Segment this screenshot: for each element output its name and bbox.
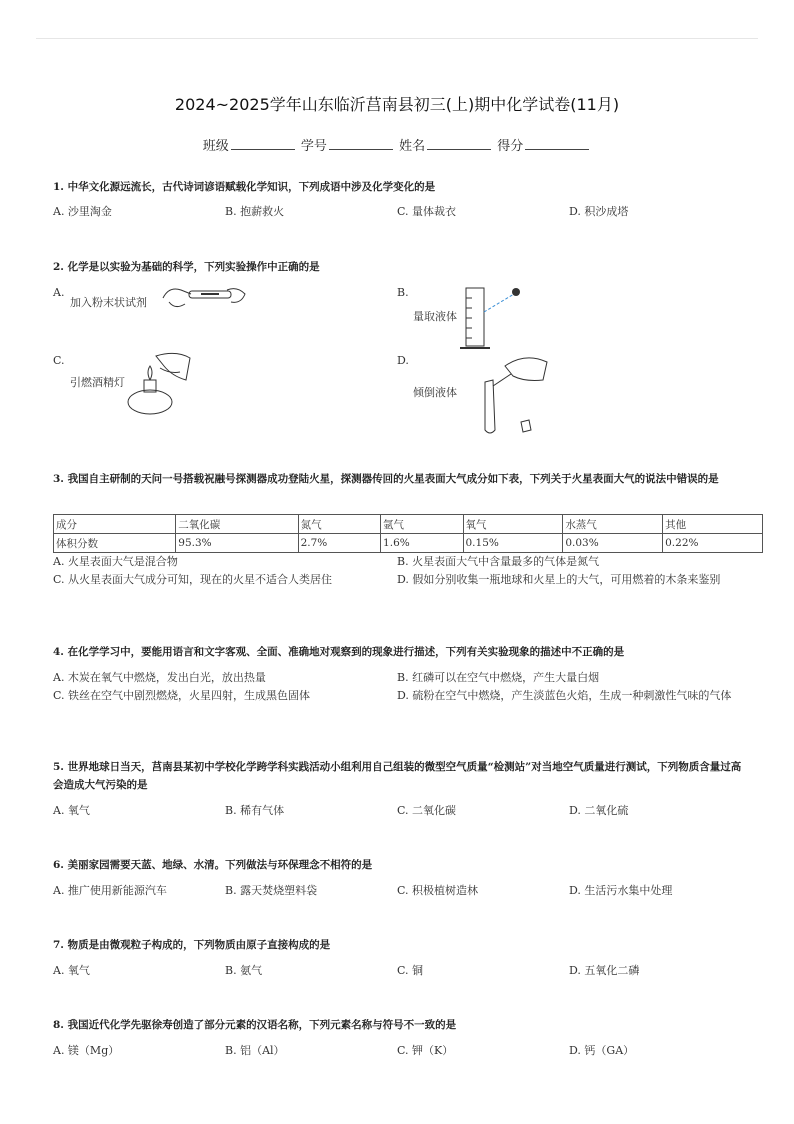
question-3-stem: 3. 我国自主研制的天问一号搭载祝融号探测器成功登陆火星，探测器传回的火星表面大气成分如下表，下列关于火星表面大气的说法中错误的是: [53, 473, 719, 485]
student-info-line: [0, 135, 794, 154]
q3-option-a[interactable]: A. 火星表面大气是混合物: [53, 555, 178, 568]
q1-option-b[interactable]: B. 抱薪救火: [225, 205, 285, 218]
question-7-stem: 7. 物质是由微观粒子构成的，下列物质由原子直接构成的是: [53, 939, 331, 951]
table-cell: 0.22%: [663, 534, 763, 553]
class-label: 班级: [202, 139, 229, 154]
table-cell: 氮气: [298, 515, 380, 534]
table-cell: 体积分数: [54, 534, 176, 553]
table-cell: 水蒸气: [563, 515, 663, 534]
q5-option-d[interactable]: D. 二氧化硫: [569, 804, 629, 817]
q4-option-b[interactable]: B. 红磷可以在空气中燃烧，产生大量白烟: [397, 671, 600, 684]
q2-option-c[interactable]: C.: [53, 354, 65, 367]
table-cell: 成分: [54, 515, 176, 534]
q8-option-d[interactable]: D. 钙（GA）: [569, 1044, 635, 1057]
name-label: 姓名: [399, 139, 426, 154]
table-cell: 二氧化碳: [176, 515, 298, 534]
mars-atmosphere-table: [53, 514, 763, 553]
q8-option-b[interactable]: B. 铝（Al）: [225, 1044, 285, 1057]
q6-option-d[interactable]: D. 生活污水集中处理: [569, 884, 673, 897]
question-4-stem: 4. 在化学学习中，要能用语言和文字客观、全面、准确地对观察到的现象进行描述，下列有关实验现象的描述中不正确的是: [53, 646, 625, 658]
table-cell: 0.15%: [463, 534, 563, 553]
q6-option-b[interactable]: B. 露天焚烧塑料袋: [225, 884, 318, 897]
q5-option-b[interactable]: B. 稀有气体: [225, 804, 285, 817]
q3-option-b[interactable]: B. 火星表面大气中含量最多的气体是氮气: [397, 555, 600, 568]
q4-option-d[interactable]: D. 硫粉在空气中燃烧，产生淡蓝色火焰，生成一种刺激性气味的气体: [397, 689, 732, 702]
q3-option-d[interactable]: D. 假如分别收集一瓶地球和火星上的大气，可用燃着的木条来鉴别: [397, 573, 721, 586]
graduated-cylinder-icon: [458, 282, 528, 354]
name-blank[interactable]: [427, 137, 491, 150]
table-header-row: [54, 515, 763, 534]
number-blank[interactable]: [329, 137, 393, 150]
table-cell: 1.6%: [381, 534, 463, 553]
table-cell: 其他: [663, 515, 763, 534]
q7-option-a[interactable]: A. 氧气: [53, 964, 90, 977]
score-blank[interactable]: [525, 137, 589, 150]
question-8-stem: 8. 我国近代化学先驱徐寿创造了部分元素的汉语名称，下列元素名称与符号不一致的是: [53, 1019, 457, 1031]
question-6-stem: 6. 美丽家园需要天蓝、地绿、水清。下列做法与环保理念不相符的是: [53, 859, 373, 871]
q4-option-c[interactable]: C. 铁丝在空气中剧烈燃烧，火星四射，生成黑色固体: [53, 689, 311, 702]
class-blank[interactable]: [231, 137, 295, 150]
table-cell: 氧气: [463, 515, 563, 534]
q6-option-a[interactable]: A. 推广使用新能源汽车: [53, 884, 167, 897]
alcohol-lamp-icon: [120, 350, 200, 420]
q2-option-b[interactable]: B.: [397, 286, 409, 299]
q8-option-a[interactable]: A. 镁（Mg）: [53, 1044, 120, 1057]
number-label: 学号: [300, 139, 327, 154]
page-title: 2024~2025学年山东临沂莒南县初三(上)期中化学试卷(11月): [174, 95, 620, 114]
q1-option-a[interactable]: A. 沙里淘金: [53, 205, 112, 218]
top-divider: [36, 38, 758, 39]
score-label: 得分: [497, 139, 524, 154]
pour-liquid-icon: [465, 352, 555, 436]
q2-figure-d-label: 倾倒液体: [413, 386, 457, 399]
q2-figure-b-label: 量取液体: [413, 310, 457, 323]
q5-option-c[interactable]: C. 二氧化碳: [397, 804, 457, 817]
question-2-stem: 2. 化学是以实验为基础的科学，下列实验操作中正确的是: [53, 261, 320, 273]
q2-option-a[interactable]: A.: [53, 286, 65, 299]
q4-option-a[interactable]: A. 木炭在氧气中燃烧，发出白光，放出热量: [53, 671, 266, 684]
q6-option-c[interactable]: C. 积极植树造林: [397, 884, 479, 897]
q8-option-c[interactable]: C. 钾（K）: [397, 1044, 454, 1057]
table-cell: 0.03%: [563, 534, 663, 553]
q7-option-b[interactable]: B. 氨气: [225, 964, 263, 977]
q2-figure-a-label: 加入粉末状试剂: [70, 296, 147, 309]
q1-option-c[interactable]: C. 量体裁衣: [397, 205, 457, 218]
q3-option-c[interactable]: C. 从火星表面大气成分可知，现在的火星不适合人类居住: [53, 573, 333, 586]
q2-option-d[interactable]: D.: [397, 354, 409, 367]
q1-option-d[interactable]: D. 积沙成塔: [569, 205, 629, 218]
table-cell: 2.7%: [298, 534, 380, 553]
q7-option-c[interactable]: C. 铜: [397, 964, 424, 977]
table-cell: 95.3%: [176, 534, 298, 553]
test-tube-powder-icon: [155, 280, 255, 316]
table-row: [54, 534, 763, 553]
question-5-stem: 5. 世界地球日当天，莒南县某初中学校化学跨学科实践活动小组利用自己组装的微型空气质量“检测站”对当地空气质量进行测试，下列物质含量过高会造成大气污染的是: [53, 761, 742, 791]
q7-option-d[interactable]: D. 五氧化二磷: [569, 964, 640, 977]
q5-option-a[interactable]: A. 氧气: [53, 804, 90, 817]
question-1-stem: 1. 中华文化源远流长，古代诗词谚语赋载化学知识，下列成语中涉及化学变化的是: [53, 181, 436, 193]
table-cell: 氩气: [381, 515, 463, 534]
q2-figure-c-label: 引燃酒精灯: [70, 376, 125, 389]
